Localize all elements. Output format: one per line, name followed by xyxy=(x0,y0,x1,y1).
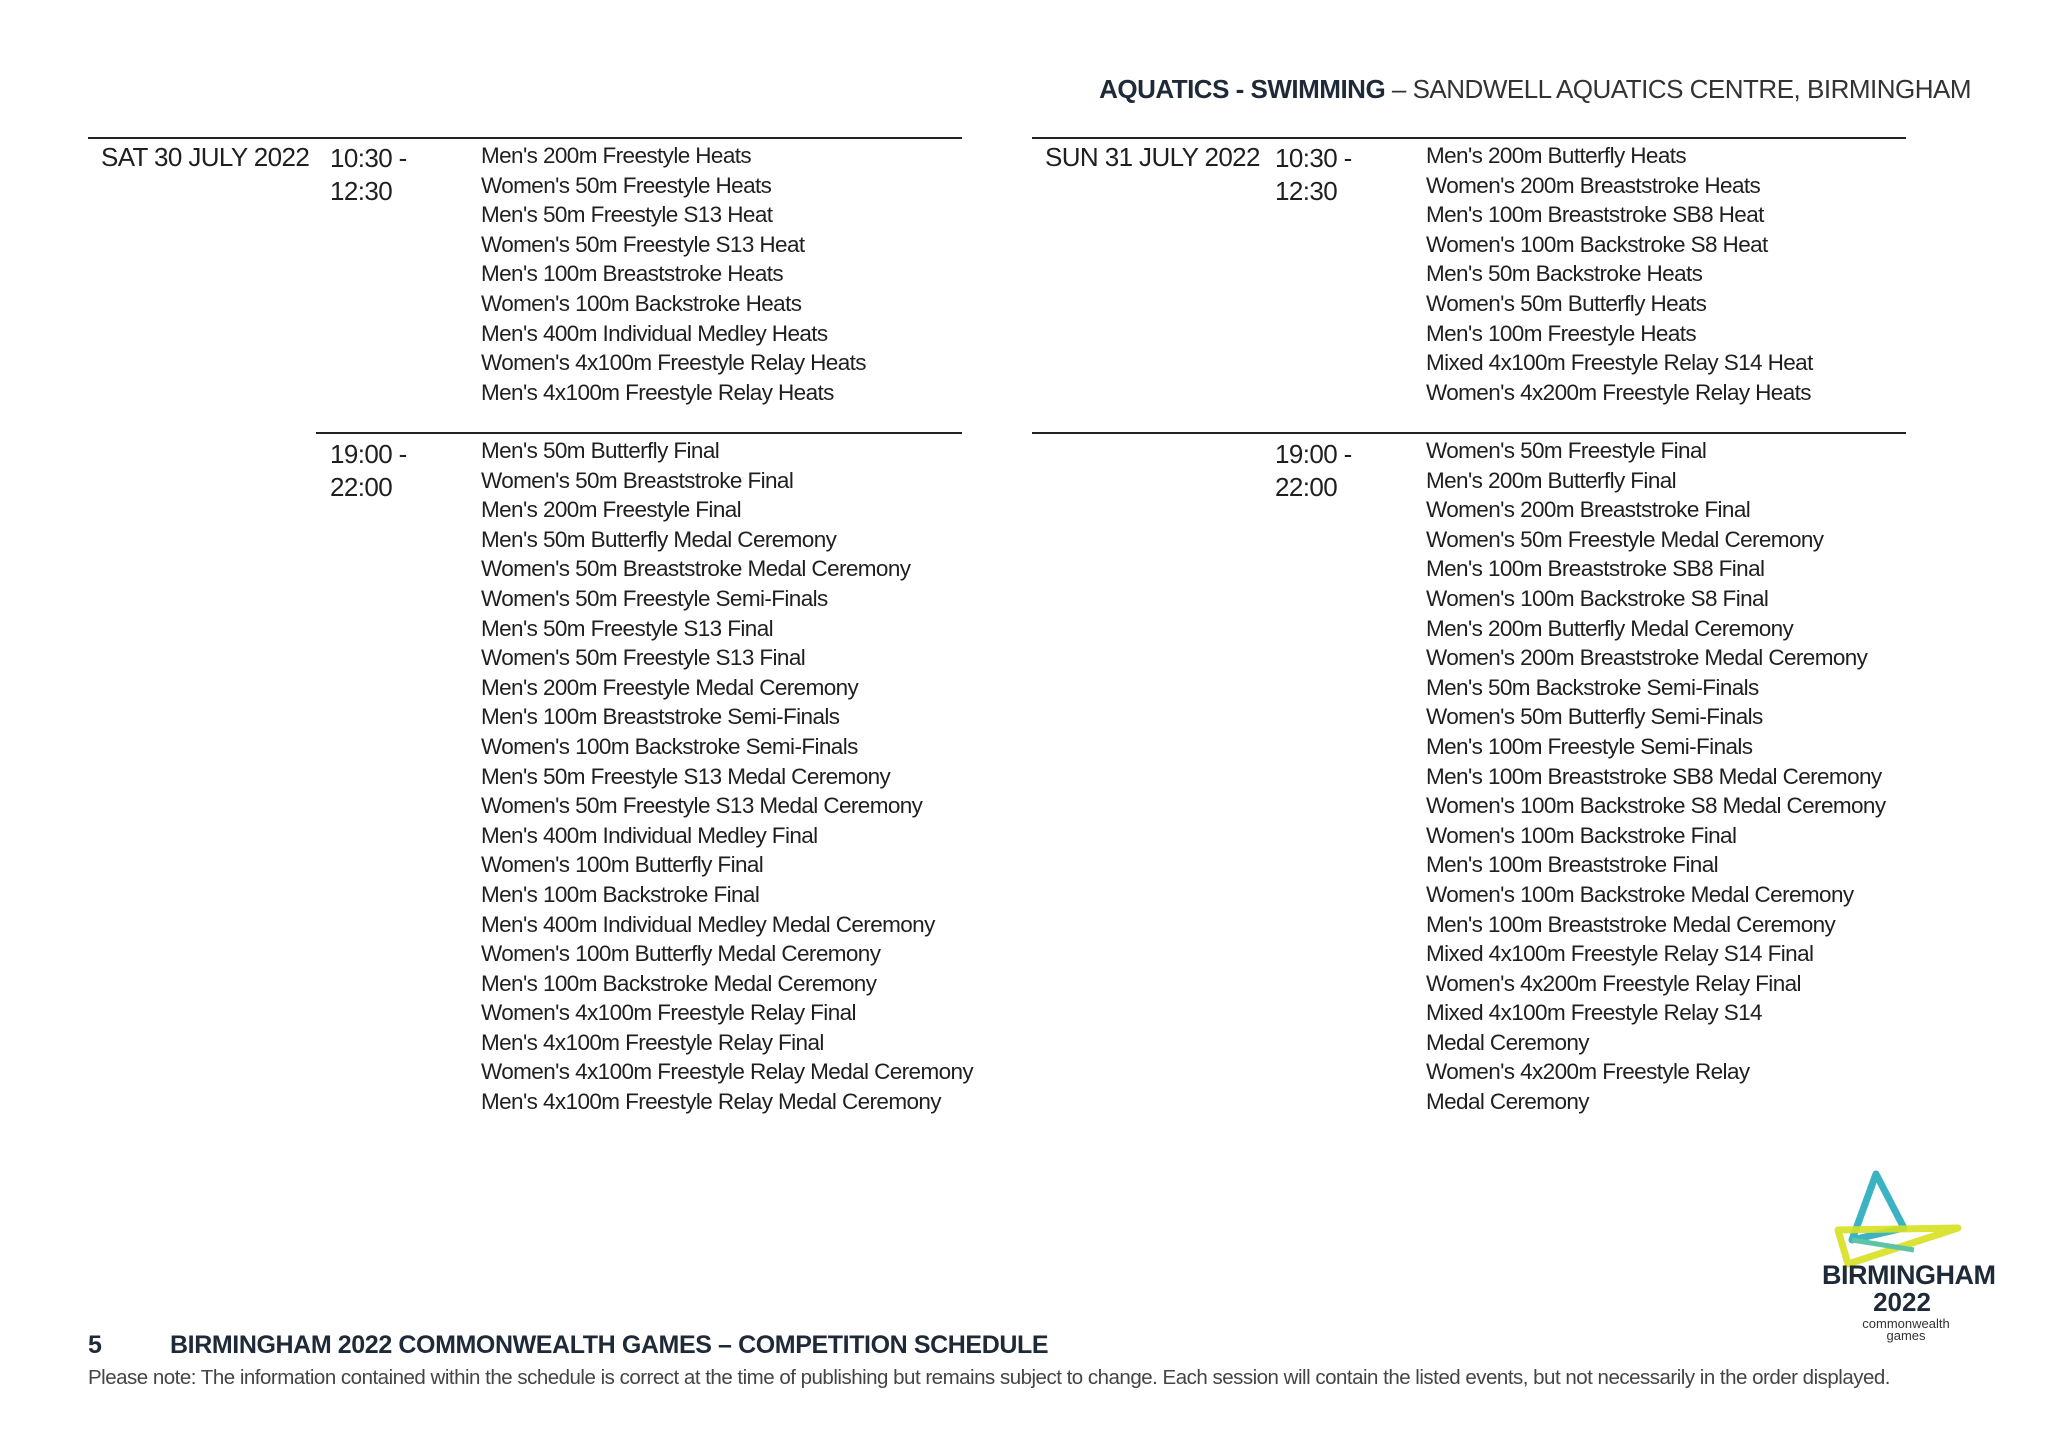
event-item: Women's 50m Butterfly Semi-Finals xyxy=(1426,704,1763,730)
event-item: Men's 100m Breaststroke SB8 Final xyxy=(1426,556,1765,582)
page-number: 5 xyxy=(88,1331,102,1359)
event-item: Mixed 4x100m Freestyle Relay S14 Heat xyxy=(1426,350,1813,376)
event-item: Men's 100m Breaststroke Medal Ceremony xyxy=(1426,911,1836,937)
event-item: Men's 100m Breaststroke Final xyxy=(1426,852,1719,878)
event-item: Women's 100m Backstroke Semi-Finals xyxy=(481,733,858,759)
session-start-time: 10:30 - xyxy=(330,143,407,173)
event-item: Women's 100m Backstroke Final xyxy=(1426,822,1737,848)
event-item: Women's 50m Breaststroke Final xyxy=(481,467,794,493)
event-item: Women's 100m Backstroke S8 Final xyxy=(1426,585,1769,611)
event-item: Men's 100m Backstroke Final xyxy=(481,881,760,907)
day-2-session-1-events xyxy=(1426,141,1813,407)
document-title: BIRMINGHAM 2022 COMMONWEALTH GAMES – COMPETITION SCHEDULE xyxy=(170,1331,1049,1359)
event-item: Men's 50m Backstroke Semi-Finals xyxy=(1426,674,1759,700)
event-item: Women's 100m Backstroke S8 Heat xyxy=(1426,231,1768,257)
page-header xyxy=(1099,74,1971,105)
event-item: Women's 100m Backstroke S8 Medal Ceremony xyxy=(1426,793,1886,819)
event-item: Women's 200m Breaststroke Medal Ceremony xyxy=(1426,645,1868,671)
event-item: Men's 4x100m Freestyle Relay Heats xyxy=(481,379,834,405)
event-item: Women's 4x200m Freestyle Relay Final xyxy=(1426,970,1801,996)
day-1-date: SAT 30 JULY 2022 xyxy=(101,142,310,172)
event-item: Men's 50m Freestyle S13 Medal Ceremony xyxy=(481,763,891,789)
event-item: Men's 200m Butterfly Medal Ceremony xyxy=(1426,615,1794,641)
event-item: Women's 100m Backstroke Heats xyxy=(481,290,802,316)
day-1-session-2-events xyxy=(481,436,973,1117)
event-item: Men's 400m Individual Medley Heats xyxy=(481,320,828,346)
day-1-session-2-time xyxy=(330,438,440,504)
event-item: Women's 4x100m Freestyle Relay Final xyxy=(481,1000,856,1026)
event-item: Women's 50m Butterfly Heats xyxy=(1426,290,1707,316)
event-item: Men's 200m Butterfly Final xyxy=(1426,467,1677,493)
event-item: Men's 400m Individual Medley Final xyxy=(481,822,818,848)
event-item: Women's 50m Freestyle S13 Medal Ceremony xyxy=(481,793,923,819)
event-item: Men's 50m Butterfly Medal Ceremony xyxy=(481,526,837,552)
day-1-session-1-time xyxy=(330,142,440,208)
venue-name: – SANDWELL AQUATICS CENTRE, BIRMINGHAM xyxy=(1385,74,1971,104)
event-item: Women's 200m Breaststroke Final xyxy=(1426,497,1751,523)
event-item: Mixed 4x100m Freestyle Relay S14 xyxy=(1426,1000,1762,1026)
sport-title: AQUATICS - SWIMMING xyxy=(1099,74,1386,104)
event-item: Women's 50m Freestyle Heats xyxy=(481,172,772,198)
event-item: Men's 100m Breaststroke Heats xyxy=(481,261,784,287)
event-item: Men's 200m Freestyle Final xyxy=(481,497,742,523)
logo-line-commonwealth: commonwealth xyxy=(1862,1316,1950,1331)
day-1-evening-rule xyxy=(316,432,962,434)
event-item: Women's 50m Freestyle Medal Ceremony xyxy=(1426,526,1824,552)
event-item: Men's 200m Freestyle Medal Ceremony xyxy=(481,674,859,700)
event-item: Men's 50m Backstroke Heats xyxy=(1426,261,1703,287)
session-start-time: 19:00 - xyxy=(330,439,407,469)
day-2-evening-rule xyxy=(1032,432,1906,434)
logo-birmingham-text: BIRMINGHAM xyxy=(1822,1260,1996,1290)
event-item: Men's 50m Butterfly Final xyxy=(481,438,720,463)
footer-title xyxy=(88,1331,1048,1360)
event-item: Medal Ceremony xyxy=(1426,1029,1589,1055)
event-item: Men's 100m Breaststroke SB8 Medal Ceremony xyxy=(1426,763,1882,789)
event-item: Men's 100m Breaststroke SB8 Heat xyxy=(1426,202,1764,228)
event-item: Men's 100m Freestyle Heats xyxy=(1426,320,1697,346)
day-2-session-2-events xyxy=(1426,436,1885,1117)
day-2-morning-rule xyxy=(1032,137,1906,139)
event-item: Men's 400m Individual Medley Medal Ceremony xyxy=(481,911,935,937)
event-item: Men's 200m Freestyle Heats xyxy=(481,143,752,168)
event-item: Men's 50m Freestyle S13 Heat xyxy=(481,202,773,228)
event-item: Women's 50m Freestyle Final xyxy=(1426,438,1707,463)
event-item: Men's 4x100m Freestyle Relay Medal Ceremony xyxy=(481,1089,941,1115)
event-item: Women's 50m Breaststroke Medal Ceremony xyxy=(481,556,911,582)
event-item: Men's 50m Freestyle S13 Final xyxy=(481,615,774,641)
event-item: Women's 4x200m Freestyle Relay xyxy=(1426,1059,1750,1085)
session-end-time: 12:30 xyxy=(330,176,393,206)
day-1-morning-rule xyxy=(88,137,962,139)
event-item: Men's 4x100m Freestyle Relay Final xyxy=(481,1029,824,1055)
session-start-time: 19:00 - xyxy=(1275,439,1352,469)
event-item: Women's 100m Backstroke Medal Ceremony xyxy=(1426,881,1854,907)
session-end-time: 22:00 xyxy=(330,472,393,502)
event-item: Women's 50m Freestyle Semi-Finals xyxy=(481,585,828,611)
event-item: Women's 100m Butterfly Medal Ceremony xyxy=(481,941,881,967)
event-item: Women's 50m Freestyle S13 Heat xyxy=(481,231,805,257)
event-item: Women's 4x100m Freestyle Relay Heats xyxy=(481,350,866,376)
event-item: Women's 200m Breaststroke Heats xyxy=(1426,172,1761,198)
day-2-session-2-time xyxy=(1275,438,1385,504)
event-item: Men's 100m Backstroke Medal Ceremony xyxy=(481,970,877,996)
event-item: Men's 200m Butterfly Heats xyxy=(1426,143,1687,168)
day-1-session-1-events xyxy=(481,141,866,407)
logo-commonwealth-text xyxy=(1846,1318,1966,1342)
day-2-session-1-time xyxy=(1275,142,1385,208)
logo-line-games: games xyxy=(1886,1328,1926,1343)
session-start-time: 10:30 - xyxy=(1275,143,1352,173)
event-item: Women's 4x200m Freestyle Relay Heats xyxy=(1426,379,1811,405)
event-item: Mixed 4x100m Freestyle Relay S14 Final xyxy=(1426,941,1814,967)
event-item: Women's 50m Freestyle S13 Final xyxy=(481,645,806,671)
event-item: Men's 100m Freestyle Semi-Finals xyxy=(1426,733,1753,759)
event-item: Medal Ceremony xyxy=(1426,1089,1589,1115)
session-end-time: 22:00 xyxy=(1275,472,1338,502)
day-2-date: SUN 31 JULY 2022 xyxy=(1045,142,1260,172)
event-item: Women's 4x100m Freestyle Relay Medal Ceremony xyxy=(481,1059,974,1085)
logo-year-text: 2022 xyxy=(1873,1287,1931,1317)
session-end-time: 12:30 xyxy=(1275,176,1338,206)
event-item: Women's 100m Butterfly Final xyxy=(481,852,764,878)
event-item: Men's 100m Breaststroke Semi-Finals xyxy=(481,704,840,730)
footer-note: Please note: The information contained within the schedule is correct at the time of publishing but remains subject to change. Each session will contain the listed events, but not necessarily in the order displayed. xyxy=(88,1366,1890,1389)
